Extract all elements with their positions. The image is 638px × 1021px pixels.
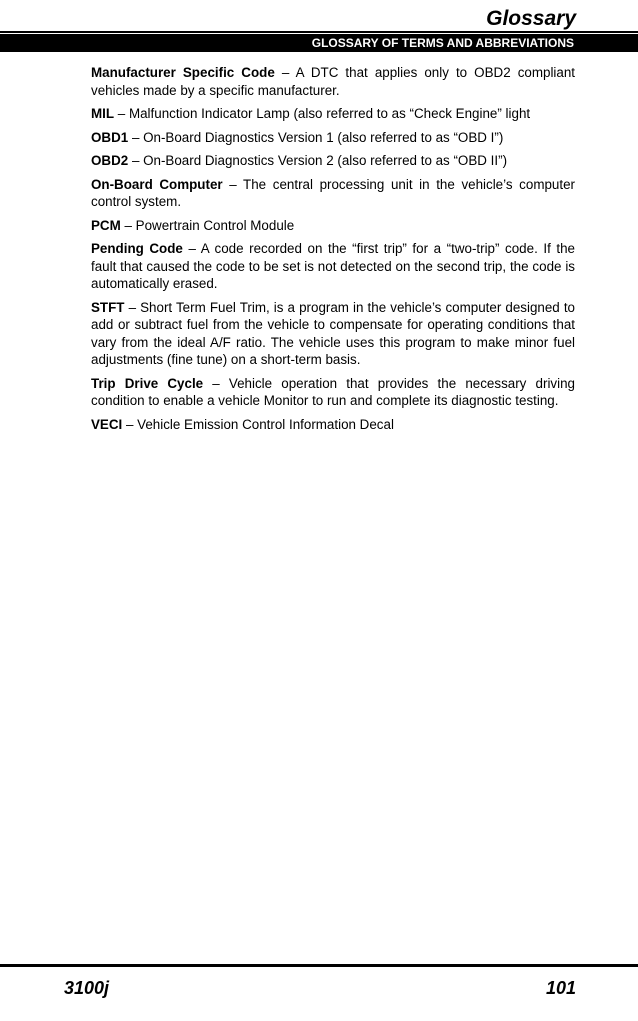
glossary-term: MIL — [91, 106, 115, 121]
glossary-entry — [91, 416, 575, 434]
glossary-term: Pending Code — [91, 241, 183, 256]
glossary-definition: – The central processing unit in the vehicle’s computer control system. — [91, 176, 575, 209]
glossary-entry — [91, 176, 575, 211]
glossary-entry — [91, 217, 575, 235]
section-subtitle: GLOSSARY OF TERMS AND ABBREVIATIONS — [252, 34, 638, 52]
glossary-entry — [91, 105, 575, 123]
page-header — [0, 0, 638, 60]
glossary-entry — [91, 375, 575, 410]
footer-model: 3100j — [64, 978, 110, 998]
glossary-definition: – Vehicle operation that provides the necessary driving condition to enable a vehicle Monitor to run and complete its diagnostic testing. — [91, 375, 575, 408]
glossary-definition: – On-Board Diagnostics Version 2 (also referred to as “OBD II”) — [128, 153, 508, 168]
header-rule — [0, 31, 638, 33]
page-number: 101 — [545, 978, 576, 998]
glossary-definition: – A DTC that applies only to OBD2 compliant vehicles made by a specific manufacturer. — [91, 65, 576, 98]
glossary-term: VECI — [91, 416, 123, 432]
glossary-term: STFT — [91, 299, 125, 315]
glossary-entry — [91, 64, 575, 99]
glossary-term: Trip Drive Cycle — [91, 375, 204, 391]
section-title: Glossary — [486, 7, 576, 30]
glossary-entry — [91, 129, 575, 147]
glossary-definition: – Malfunction Indicator Lamp (also referred to as “Check Engine” light — [114, 106, 531, 121]
glossary-definition: – Vehicle Emission Control Information Decal — [122, 416, 394, 432]
glossary-entry — [91, 152, 575, 170]
glossary-term: Manufacturer Specific Code — [91, 65, 275, 80]
glossary-term: On-Board Computer — [91, 176, 223, 192]
glossary-definition: – A code recorded on the “first trip” for a “two-trip” code. If the fault that caused the code to be set is not detected on the second trip, the code is automatically erased. — [91, 241, 575, 291]
glossary-definition: – Short Term Fuel Trim, is a program in the vehicle’s computer designed to add or subtract fuel from the vehicle to compensate for operating conditions that vary from the ideal A/F ratio. The vehicle uses this program to make minor fuel adjustments (fine tune) on a short-term basis. — [91, 299, 575, 367]
glossary-term: OBD2 — [91, 153, 129, 168]
glossary-definition: – On-Board Diagnostics Version 1 (also referred to as “OBD I”) — [128, 129, 504, 145]
glossary-definition: – Powertrain Control Module — [120, 217, 295, 233]
glossary-list — [91, 64, 575, 439]
footer-rule — [0, 964, 638, 967]
glossary-term: OBD1 — [91, 129, 129, 145]
glossary-entry — [91, 299, 575, 369]
glossary-term: PCM — [91, 217, 121, 233]
glossary-entry — [91, 240, 575, 293]
